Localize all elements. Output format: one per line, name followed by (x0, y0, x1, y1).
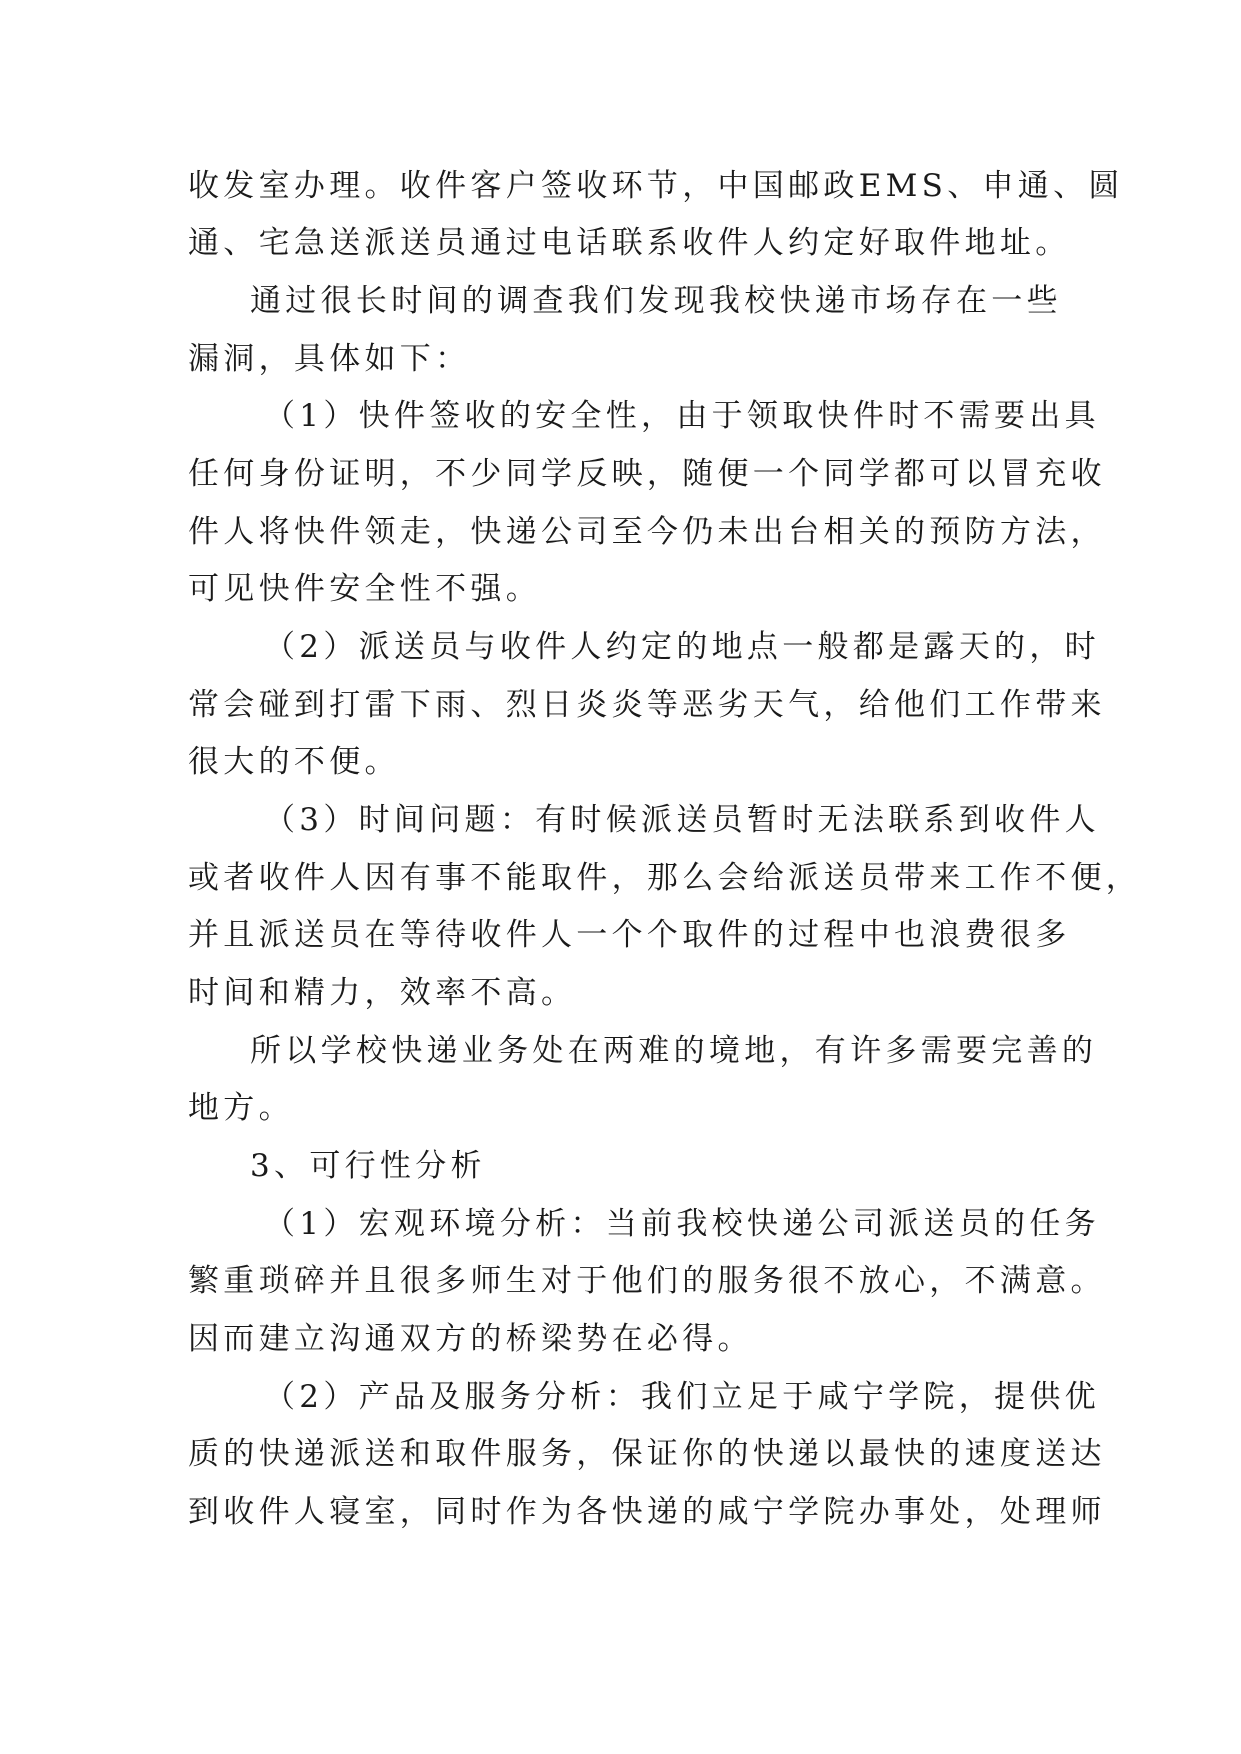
text-line: 件人将快件领走，快递公司至今仍未出台相关的预防方法， (188, 514, 1106, 550)
text-line: 很大的不便。 (188, 744, 400, 780)
text-line: 任何身份证明，不少同学反映，随便一个同学都可以冒充收 (188, 456, 1106, 492)
text-line: 并且派送员在等待收件人一个个取件的过程中也浪费很多 (188, 917, 1071, 953)
paragraph-start: 通过很长时间的调查我们发现我校快递市场存在一些 (250, 283, 1062, 319)
text-line: 因而建立沟通双方的桥梁势在必得。 (188, 1321, 753, 1357)
text-line: 繁重琐碎并且很多师生对于他们的服务很不放心，不满意。 (188, 1263, 1106, 1299)
list-item-start: （3）时间问题：有时候派送员暂时无法联系到收件人 (264, 802, 1100, 838)
list-item-start: （1）快件签收的安全性，由于领取快件时不需要出具 (264, 398, 1100, 434)
list-item-start: （2）产品及服务分析：我们立足于咸宁学院，提供优 (264, 1379, 1100, 1415)
text-line: 质的快递派送和取件服务，保证你的快递以最快的速度送达 (188, 1436, 1106, 1472)
text-line: 时间和精力，效率不高。 (188, 975, 577, 1011)
text-line: 地方。 (188, 1090, 294, 1126)
text-line: 漏洞，具体如下： (188, 341, 471, 377)
text-line: 到收件人寝室，同时作为各快递的咸宁学院办事处，处理师 (188, 1494, 1106, 1530)
paragraph-start: 所以学校快递业务处在两难的境地，有许多需要完善的 (250, 1033, 1098, 1069)
list-item-start: （2）派送员与收件人约定的地点一般都是露天的，时 (264, 629, 1100, 665)
text-line: 收发室办理。收件客户签收环节，中国邮政EMS、申通、圆 (188, 168, 1124, 204)
text-line: 通、宅急送派送员通过电话联系收件人约定好取件地址。 (188, 225, 1071, 261)
text-line: 或者收件人因有事不能取件，那么会给派送员带来工作不便， (188, 860, 1142, 896)
text-line: 可见快件安全性不强。 (188, 571, 541, 607)
section-heading: 3、可行性分析 (250, 1148, 486, 1184)
list-item-start: （1）宏观环境分析：当前我校快递公司派送员的任务 (264, 1206, 1100, 1242)
text-line: 常会碰到打雷下雨、烈日炎炎等恶劣天气，给他们工作带来 (188, 687, 1106, 723)
